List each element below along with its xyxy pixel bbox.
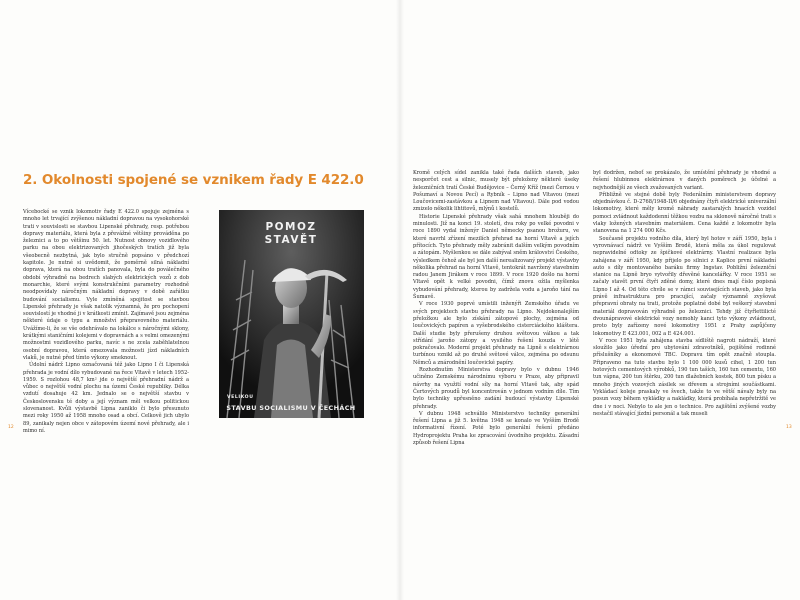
page-number-right: 13 — [786, 425, 792, 430]
paragraph: V roce 1930 poprvé umístili inženýři Zemského úřadu ve svých projektech stavbu přehrady na Lipno. Nejdokonalejším přeložkou ale bylo získání zátopové plochy, zejména od loučovických papíren a vyšebrodského cisterciáckého kláštera. Další studie byly přerušeny druhou světovou válkou a tak střídání jaroňo zátopy a vysilého řešení kouzla v létě pokračovalo. Moderní projekt přehrady na Lipně s elektrárnou turbínou vznikl až po druhé světové válce, zejména po odsunu Němců a znárodnění loučovické papíry. — [413, 301, 579, 366]
paragraph: V dubnu 1948 schválilo Ministerstvo techniky generální řešení Lipna a již 5. května 1948 se konalo ve Vyšším Brodě informativní řízení. Poté bylo generální řešení předáno Hydroprojektu Praha ke zpracování úvodního projektu. Zásadní způsob řešení Lipna — [413, 410, 579, 446]
paragraph: byl dodržen, neboť se prokázalo, že umístění přehrady je vhodné a řešení hlubinnou elektrárnou v daných poměrech je účelné a nejvhodnější ze všech zvažovaných variant. — [593, 170, 776, 191]
chapter-heading: 2. Okolnosti spojené se vznikem řady E 422.0 — [23, 172, 364, 188]
propaganda-poster-image — [219, 210, 364, 418]
poster-top-text-2: STAVĚT — [264, 234, 318, 246]
page-number-left: 12 — [8, 425, 14, 430]
poster-bottom-text-2: STAVBU SOCIALISMU V ČECHÁCH — [226, 404, 356, 412]
paragraph: Rozhodnutím Ministerstva dopravy bylo v dubnu 1946 učiněno Zemskému národnímu výboru v Praze, aby připravil návrhy na využití vodní síly na horní Vltavě tak, aby spád Čertových proudů byl koncentrován v jednom vodním díle. Tím bylo techniky upřesněno zadání budoucí výstavby Lipenské přehrady. — [413, 367, 579, 410]
book-gutter — [396, 0, 404, 600]
poster-top-text-1: POMOZ — [265, 221, 317, 233]
left-text-column — [23, 209, 189, 434]
paragraph: Historie Lipenské přehrady však sahá mnohem hlouběji do minulosti. Již na konci 19. století, dva roky po velké povodni v roce 1890 vydal inženýr Daniel německy psanou brožuru, ve které navrhl zřízení mezilích přehrad na horní Vltavě a jejích přítocích. Tyto přehrady měly zabránit dalším velkým povodním a zátopám. Myšlenkou se dále zabýval sněm království Českého, výsledkem čehož ale byl jen další nerealizovaný projekt výstavby několika přehrad na horní Vltavě, tentokrát navržený stavebním radou Janem Jirákem v roce 1899. V roce 1920 došlo na horní Vltavě opět k velké povodni, čímž znovu ožila myšlenka vybudování přehrady, kterou by zadržela vodu a jaroňo tání na Šumavě. — [413, 213, 579, 301]
right-text-column-2 — [593, 170, 776, 428]
paragraph: V roce 1951 byla zahájena stavba sídliště nagroti nádraží, které sloužilo jako úřední pro ubytování zdravotníků, pojištěné rodinné příslušníky a ekonomové TBC. Dopravu tím opět značně stoupla. Připraveno na tuto stavbu bylo 1 100 000 kusů cihel, 1 200 tun hotových cementových výrobků, 190 tun taších, 160 tun cementu, 160 tun vápna, 200 tun štěrku, 200 tun dlažebních kostek, 800 tun písku a mnoho jiných vozových zásilek se dřevem a strojními součástkami. Vykládací koleje praskaly ve švech, takže to ve větší návaly byly na posun vozy během vykládky a nakládky, která probíhala nepřetržitě ve dne i v noci. Nebylo to ale jen o technice. Pro zajištění zvýšené vozby nestačil stávající jízdní personál a tak museli — [593, 337, 776, 417]
paragraph: Současně projektu vodního díla, který byl hotov v září 1950, byla i vyrovnávací nádrž ve Vyšším Brodě, která měla za úkol regulovat nepravidelné odtoky ze špičkové elektrárny. Vlastní realizace byla zahájena v září 1950, kdy přijelo po silnici z Kaplice první nákladní auto s díly montovaného baráku firmy Ingstav. Pobližní železniční stanice na Lipně bryo vytvořily dřevěné kancelářky. V roce 1951 se začaly stavět první čtyři zděné domy, které dnes mají číslo popisná Lipno I až 4. Od této chvíle se v rámci souvisejících staveb, jako byla právě infrastruktura pro pracující, začaly významně zvyšovat přepravní obraty na trati, protože poplatné dobé byl veškerý stavební materiál dopravován výhradně po železnici. Tehdy již čtyřlettilicté dvounápravové elektrické vozy nemohly kanci tyto výkony zvládnout, proto byly zařízeny nové lokomotivy 1951 z Prahy zapůjčeny lokomotivy E 423.001, 002 a E 424.001. — [593, 235, 776, 337]
paragraph: Údolní nádrž Lipno označovaná též jako Lipno I či Lipenská přehrada je vodní dílo vybudované na řece Vltavě v letech 1952-1959. S rozlohou 48,7 km² jde o největší přehradní nádrž a vůbec o největší vodní plochu na území České republiky. Délka vzdutí dosahuje 42 km. Jednalo se o největší stavbu v Československu té doby a její význam měl velkou politickou slovenanost. Kvůli výstavbě Lipna zaniklo či bylo přesunuto mezi roky 1950 až 1958 mnoho osad a obcí. Celkově jich ubylo 89, zanikaly nejen obce v zátopovém území nové přehrady, ale i mimo ní. — [23, 362, 189, 434]
paragraph: Přibližně ve stejné době byly Federálním ministerstvem dopravy objednávkou č. D-2768/1948-II/6 objednány čtyři elektrické univerzální lokomotivy, které měly kromě náhrady zastaralých hnacích vozidel pomoci zvládnout každodenní těžkou vozbu na sklonově náročné trati s vlaky ložených stavebním materiálem. Cena každé z lokomotiv byla stanovena na 1 274 000 Kčs. — [593, 191, 776, 235]
paragraph: Kromě celých sídel zanikla také řada dalších staveb, jako nesporčet cest a silnic, musely být přeloženy některé úseky železničních tratí České Budějovice – Černý Kříž (mezi Černou v Pošumaví a Novou Pecí) a Rybník – Lipno nad Vltavou (mezi Loučovicemi-zastávkou a Lipnem nad Vltavou). Dále pod vodou zmizelo několik lihtitovů, mlýnů i kostelů. — [413, 170, 579, 213]
paragraph: Vícebocké se vznik lokomotiv řady E 422.0 spojuje zejména s mnoho let trvající zvýšenou nákladní dopravou na vysokohorské trati v souvislosti se stavbou Lipenské přehrady, resp. potřebou dopravy materiálu, která byla z převážné většiny prováděna po železnici a to po většinu 50. let. Nutnost obnovy vozidlového parku na obou elektrizovaných jihočeských tratích již byla všeobecně nezbytná, jak bylo stručně popsáno v předchozí kapitole. Je nutné si uvědomit, že poměrně silná nákladní doprava, která na obou tratích panovala, byla do poválečného období výhradně na bedrech slabých elektrických vozů z dob monarchie, které svými konstrukčními parametry rozhodně neodpovídaly náročným nákladní dopravy v době zařátku budování socialismu. Vyle zmíněná spojitost se stavbou Lipenské přehrady je však natolik významná, že pro pochopení souvislostí je vhodné ji v krátkosti zmínit. Zajímavě jsou zejména některé údaje o typu a množství přepravovného materiálu. Uvážíme-li, že se vše odehrávalo na lokálce s náročnými sklony, krátkými staničními kolejemi v dopravnách a s velmi omezenými možnostmi vozidlového parku, navíc s ne zcela zaběhlatelnou osobní dopravou, která omezovala možnosti jízd nákladních vlaků, je nutné před tímto výkony smeknout. — [23, 209, 189, 361]
right-text-column-1 — [413, 170, 579, 446]
poster-illustration — [219, 210, 364, 418]
poster-bottom-text-1: VELIKOU — [227, 395, 254, 400]
